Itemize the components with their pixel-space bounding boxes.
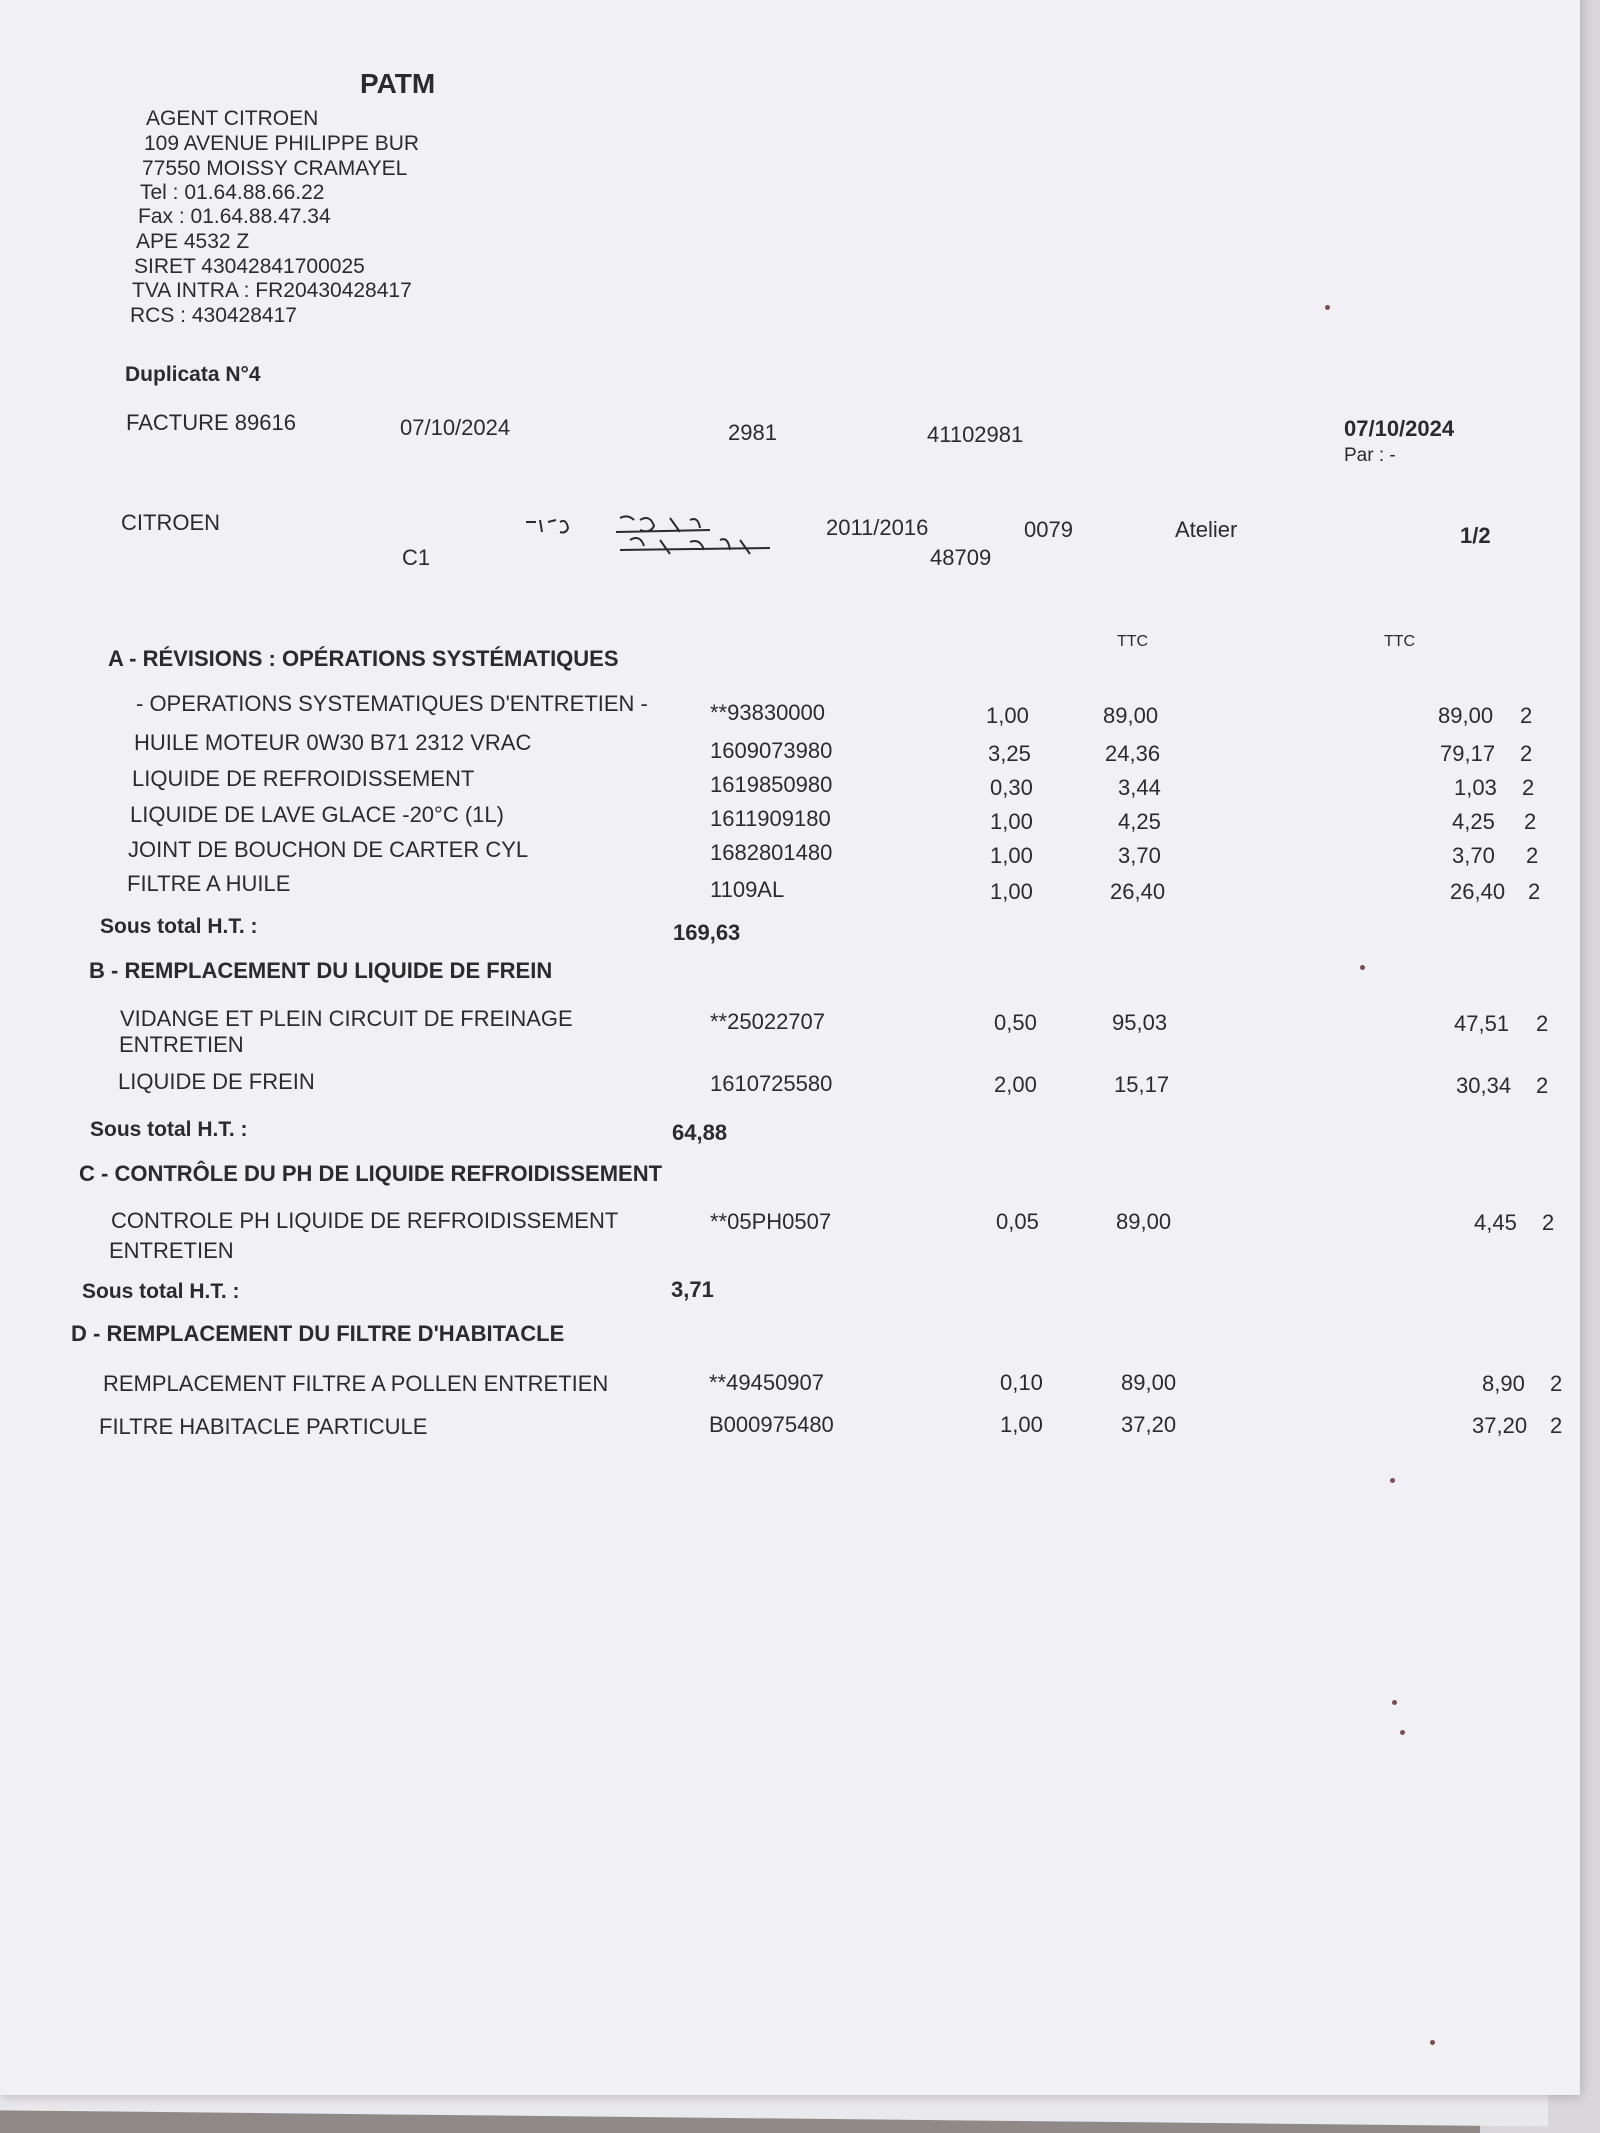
line-unit-price: 37,20: [1121, 1412, 1177, 1437]
line-description: LIQUIDE DE FREIN: [118, 1069, 315, 1094]
line-unit-price: 95,03: [1112, 1010, 1168, 1035]
line-total: 37,20: [1472, 1413, 1528, 1438]
vehicle-code: 0079: [1024, 517, 1073, 542]
redacted-plate: [520, 510, 790, 560]
line-total: 3,70: [1452, 843, 1495, 868]
line-quantity: 0,30: [990, 775, 1033, 800]
line-total: 4,25: [1452, 809, 1495, 834]
subtotal-value: 3,71: [671, 1277, 714, 1302]
line-total: 4,45: [1474, 1210, 1517, 1235]
line-description: - OPERATIONS SYSTEMATIQUES D'ENTRETIEN -: [136, 691, 648, 716]
line-tva-code: 2: [1520, 741, 1533, 766]
line-unit-price: 3,44: [1118, 775, 1161, 800]
line-quantity: 2,00: [994, 1072, 1037, 1097]
line-reference: B000975480: [709, 1412, 834, 1437]
line-tva-code: 2: [1550, 1413, 1563, 1438]
invoice-date: 07/10/2024: [400, 415, 511, 440]
line-total: 89,00: [1438, 703, 1494, 728]
line-description: REMPLACEMENT FILTRE A POLLEN ENTRETIEN: [103, 1371, 609, 1396]
company-line: 77550 MOISSY CRAMAYEL: [142, 157, 408, 180]
paper-speck: [1390, 1478, 1395, 1483]
line-reference: 1619850980: [710, 772, 833, 797]
line-reference: 1109AL: [710, 877, 785, 902]
vehicle-location: Atelier: [1175, 517, 1238, 542]
company-line: Tel : 01.64.88.66.22: [140, 181, 325, 204]
section-title: B - REMPLACEMENT DU LIQUIDE DE FREIN: [89, 958, 553, 983]
vehicle-registration-date: 2011/2016: [826, 515, 929, 540]
line-quantity: 3,25: [988, 741, 1031, 766]
line-description: VIDANGE ET PLEIN CIRCUIT DE FREINAGE: [120, 1006, 573, 1031]
line-reference: 1611909180: [710, 806, 831, 831]
line-total: 30,34: [1456, 1073, 1512, 1098]
line-quantity: 0,05: [996, 1209, 1039, 1234]
line-reference: **25022707: [710, 1009, 826, 1034]
line-reference: 1609073980: [710, 738, 833, 763]
line-total: 26,40: [1450, 879, 1506, 904]
invoice-account: 41102981: [927, 422, 1024, 447]
line-total: 8,90: [1482, 1371, 1525, 1396]
line-description: LIQUIDE DE LAVE GLACE -20°C (1L): [130, 802, 504, 827]
line-reference: **49450907: [709, 1370, 825, 1395]
section-title: C - CONTRÔLE DU PH DE LIQUIDE REFROIDISSEMENT: [79, 1161, 663, 1186]
line-quantity: 1,00: [990, 809, 1033, 834]
company-line: 109 AVENUE PHILIPPE BUR: [144, 132, 420, 155]
line-reference: 1610725580: [710, 1071, 833, 1096]
line-description: JOINT DE BOUCHON DE CARTER CYL: [128, 837, 529, 862]
line-quantity: 0,10: [1000, 1370, 1043, 1395]
line-reference: **05PH0507: [710, 1209, 832, 1234]
company-line: RCS : 430428417: [130, 304, 297, 327]
company-line: SIRET 43042841700025: [134, 255, 365, 278]
subtotal-label: Sous total H.T. :: [100, 915, 258, 938]
vehicle-model: C1: [402, 545, 431, 570]
line-description-continued: ENTRETIEN: [109, 1238, 234, 1263]
column-ttc-unit: TTC: [1117, 633, 1149, 650]
line-total: 79,17: [1440, 741, 1496, 766]
page-indicator: 1/2: [1460, 523, 1491, 548]
paper-speck: [1360, 965, 1365, 970]
line-tva-code: 2: [1528, 879, 1541, 904]
paper-speck: [1400, 1730, 1405, 1735]
paper-speck: [1392, 1700, 1397, 1705]
line-unit-price: 3,70: [1118, 843, 1161, 868]
subtotal-label: Sous total H.T. :: [82, 1280, 240, 1303]
line-unit-price: 24,36: [1105, 741, 1161, 766]
line-quantity: 1,00: [1000, 1412, 1043, 1437]
paper-speck: [1325, 305, 1330, 310]
line-unit-price: 89,00: [1103, 703, 1159, 728]
line-unit-price: 89,00: [1116, 1209, 1172, 1234]
company-line: APE 4532 Z: [136, 230, 250, 253]
invoice-par: Par : -: [1344, 445, 1396, 466]
invoice-number: FACTURE 89616: [126, 410, 296, 435]
section-title: D - REMPLACEMENT DU FILTRE D'HABITACLE: [71, 1321, 565, 1346]
line-tva-code: 2: [1536, 1073, 1549, 1098]
invoice-code: 2981: [728, 420, 777, 445]
line-quantity: 1,00: [986, 703, 1029, 728]
company-line: Fax : 01.64.88.47.34: [138, 205, 331, 228]
company-line: AGENT CITROEN: [146, 107, 319, 130]
line-description: FILTRE A HUILE: [127, 871, 291, 896]
duplicata-label: Duplicata N°4: [125, 363, 261, 386]
line-tva-code: 2: [1524, 809, 1537, 834]
line-total: 1,03: [1454, 775, 1497, 800]
section-title: A - RÉVISIONS : OPÉRATIONS SYSTÉMATIQUES: [108, 646, 619, 671]
line-reference: 1682801480: [710, 840, 833, 865]
line-quantity: 1,00: [990, 879, 1033, 904]
line-tva-code: 2: [1542, 1210, 1555, 1235]
subtotal-value: 64,88: [672, 1120, 728, 1145]
company-name: PATM: [360, 68, 436, 99]
line-reference: **93830000: [710, 700, 826, 725]
line-tva-code: 2: [1526, 843, 1539, 868]
line-description: CONTROLE PH LIQUIDE DE REFROIDISSEMENT: [111, 1208, 619, 1233]
line-tva-code: 2: [1520, 703, 1533, 728]
line-description: FILTRE HABITACLE PARTICULE: [99, 1414, 428, 1439]
vehicle-mileage: 48709: [930, 545, 992, 570]
line-unit-price: 15,17: [1114, 1072, 1170, 1097]
line-description-continued: ENTRETIEN: [119, 1032, 244, 1057]
subtotal-label: Sous total H.T. :: [90, 1118, 248, 1141]
line-tva-code: 2: [1536, 1011, 1549, 1036]
line-unit-price: 89,00: [1121, 1370, 1177, 1395]
paper-speck: [1430, 2040, 1435, 2045]
invoice-date-right: 07/10/2024: [1344, 416, 1455, 441]
line-tva-code: 2: [1550, 1371, 1563, 1396]
column-ttc-total: TTC: [1384, 633, 1416, 650]
line-description: LIQUIDE DE REFROIDISSEMENT: [132, 766, 475, 791]
line-tva-code: 2: [1522, 775, 1535, 800]
line-quantity: 1,00: [990, 843, 1033, 868]
line-unit-price: 26,40: [1110, 879, 1166, 904]
subtotal-value: 169,63: [673, 920, 741, 945]
line-description: HUILE MOTEUR 0W30 B71 2312 VRAC: [134, 730, 532, 755]
line-quantity: 0,50: [994, 1010, 1037, 1035]
company-line: TVA INTRA : FR20430428417: [132, 279, 412, 302]
line-total: 47,51: [1454, 1011, 1510, 1036]
vehicle-make: CITROEN: [121, 510, 220, 535]
line-unit-price: 4,25: [1118, 809, 1161, 834]
